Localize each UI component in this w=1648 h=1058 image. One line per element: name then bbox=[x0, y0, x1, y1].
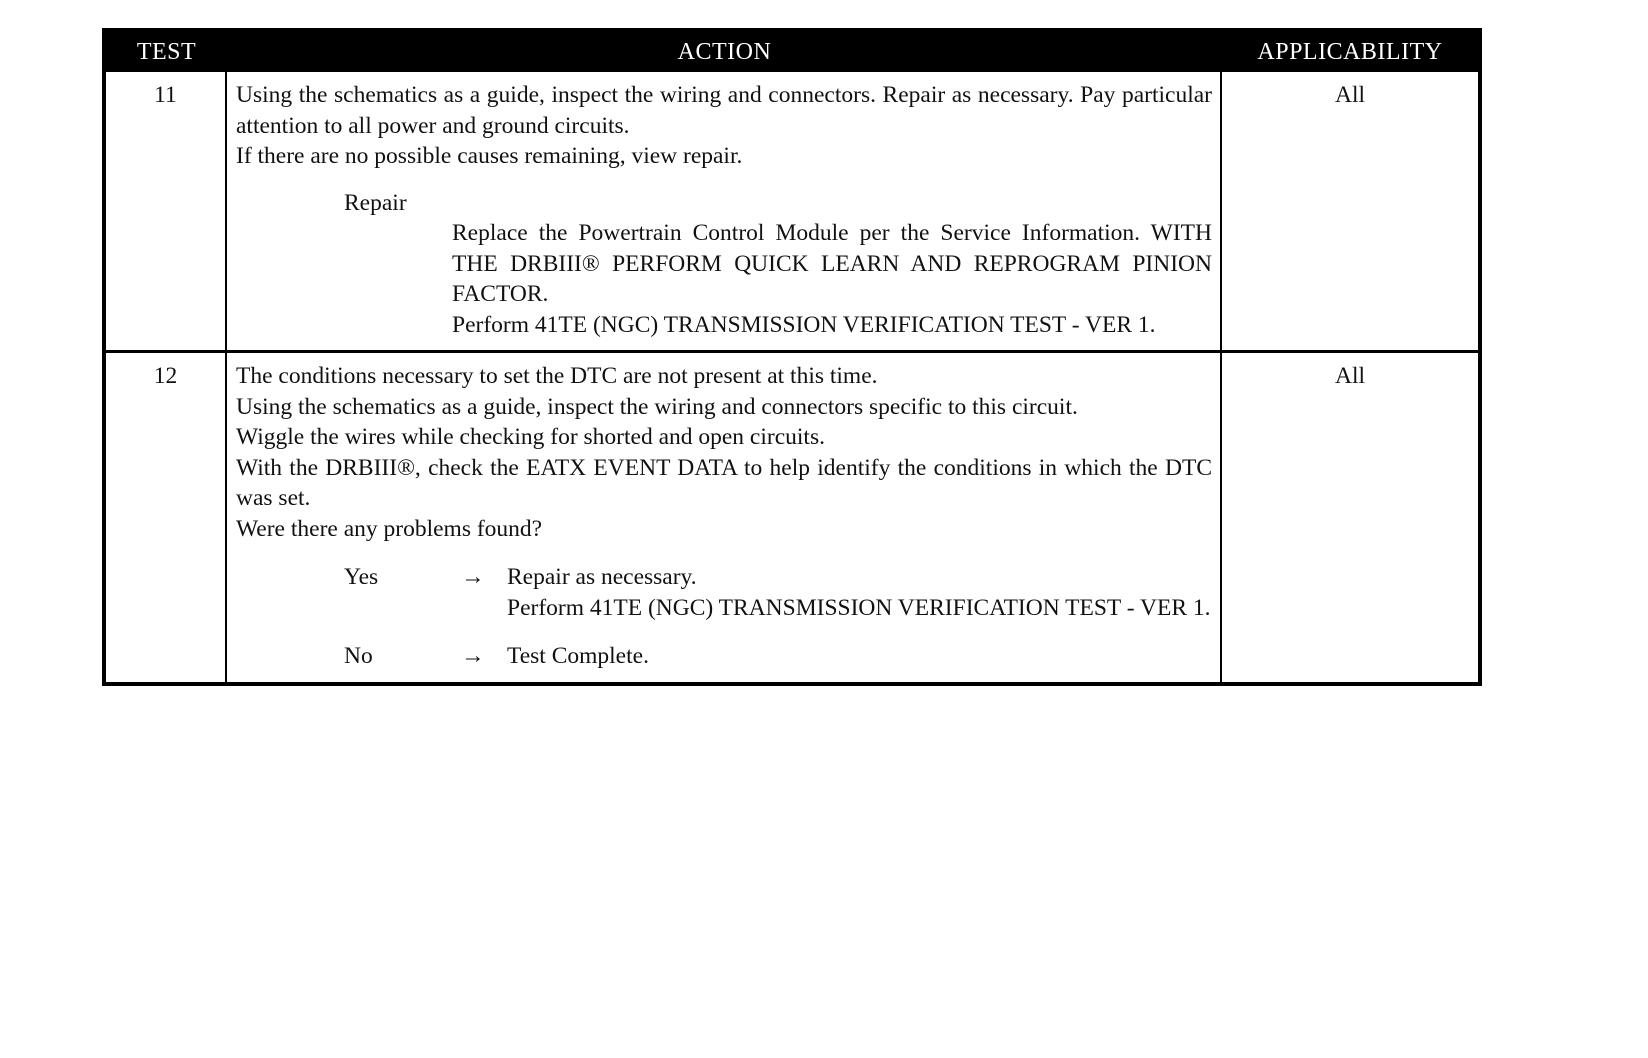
diagnostic-test-table bbox=[102, 28, 1482, 686]
arrow-right-icon: → bbox=[461, 564, 485, 590]
action-paragraph: Wiggle the wires while checking for shorted and open circuits. bbox=[236, 424, 825, 450]
action-cell bbox=[227, 353, 1222, 682]
repair-label: Repair bbox=[344, 189, 407, 216]
outcome-yes-text: Perform 41TE (NGC) TRANSMISSION VERIFICATION TEST - VER 1. bbox=[507, 594, 1211, 621]
applicability-cell: All bbox=[1334, 363, 1366, 389]
action-paragraph: Using the schematics as a guide, inspect the wiring and connectors specific to this circuit. bbox=[236, 393, 1078, 420]
repair-instruction: Perform 41TE (NGC) TRANSMISSION VERIFICATION TEST - VER 1. bbox=[452, 311, 1156, 338]
action-paragraph: Using the schematics as a guide, inspect the wiring and connectors. Repair as necessary. Pay particular attention to all power and ground circuits. bbox=[236, 82, 1212, 139]
table-row-11 bbox=[106, 72, 1478, 350]
header-test: TEST bbox=[136, 38, 197, 65]
table-header bbox=[106, 32, 1478, 72]
outcome-no bbox=[236, 641, 1212, 672]
outcome-yes bbox=[236, 562, 1212, 623]
action-paragraph: The conditions necessary to set the DTC are not present at this time. bbox=[236, 363, 878, 389]
test-number: 12 bbox=[106, 353, 227, 682]
repair-instruction: Replace the Powertrain Control Module per the Service Information. WITH THE DRBIII® PERFORM QUICK LEARN AND REPROGRAM PINION FACTOR. bbox=[452, 220, 1212, 307]
action-question: Were there any problems found? bbox=[236, 515, 543, 542]
header-applicability: APPLICABILITY bbox=[1257, 38, 1443, 65]
action-paragraph: If there are no possible causes remaining, view repair. bbox=[236, 143, 743, 169]
action-paragraph: With the DRBIII®, check the EATX EVENT DATA to help identify the conditions in which the DTC was set. bbox=[236, 454, 1212, 511]
outcome-no-label: No bbox=[344, 643, 373, 669]
outcome-yes-text: Repair as necessary. bbox=[507, 564, 697, 590]
outcome-yes-content bbox=[507, 562, 1212, 623]
outcome-yes-label: Yes bbox=[344, 564, 379, 590]
table-row-12 bbox=[106, 350, 1478, 682]
test-number: 11 bbox=[106, 72, 227, 350]
header-action: ACTION bbox=[677, 38, 772, 65]
arrow-right-icon: → bbox=[461, 643, 485, 669]
action-cell bbox=[227, 72, 1222, 350]
applicability-cell: All bbox=[1334, 82, 1366, 108]
outcome-no-text: Test Complete. bbox=[507, 643, 649, 669]
